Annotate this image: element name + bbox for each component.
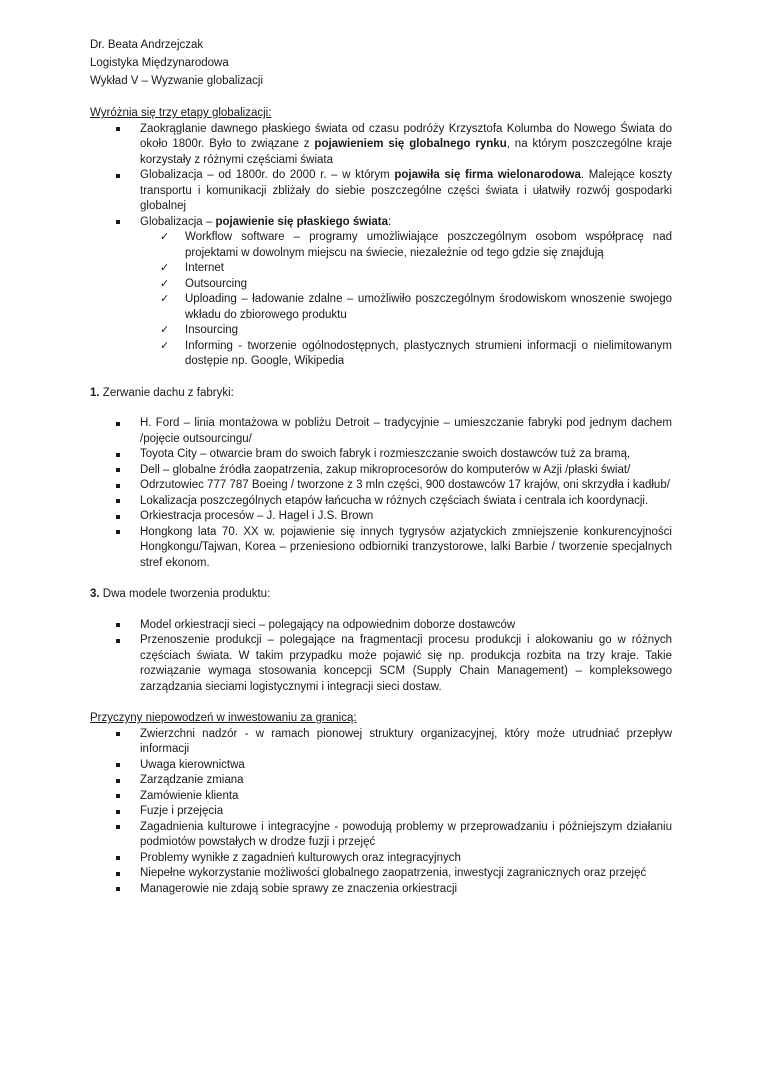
- text-run: Uwaga kierownictwa: [140, 758, 245, 771]
- text-run: Dwa modele tworzenia produktu:: [99, 588, 271, 600]
- text-run: pojawieniem się globalnego rynku: [314, 138, 507, 150]
- list-item-text: [140, 123, 672, 166]
- text-run: Globalizacja – od 1800r. do 2000 r. – w którym: [140, 169, 395, 181]
- list-item-text: [140, 728, 672, 756]
- section: [90, 587, 672, 695]
- list-item-text: [140, 867, 646, 879]
- square-bullet-icon: [116, 530, 120, 534]
- list-item-text: [140, 169, 672, 212]
- section-heading: [90, 711, 672, 727]
- square-bullet-icon: [116, 453, 120, 457]
- list-item: [90, 339, 672, 370]
- text-run: Model orkiestracji sieci – polegający na odpowiednim doborze dostawców: [140, 618, 516, 631]
- list-item: [90, 851, 672, 867]
- list-item-text: [140, 805, 223, 817]
- square-bullet-icon: [116, 623, 120, 627]
- text-run: H. Ford – linia montażowa w pobliżu Detroit – tradycyjnie – umieszczanie fabryki pod jednym dachem /pojęcie outsourcingu/: [140, 417, 672, 445]
- text-run: Dell – globalne źródła zaopatrzenia, zakup mikroprocesorów do komputerów w Azji /płaski świat/: [140, 463, 631, 476]
- square-bullet-icon: [116, 127, 120, 131]
- square-bullet-icon: [116, 763, 120, 767]
- list-item-text: [140, 883, 457, 895]
- list-item: [90, 525, 672, 572]
- section-heading: [90, 587, 672, 603]
- text-run: Lokalizacja poszczególnych etapów łańcucha w różnych częściach świata i centrala ich koordynacji.: [140, 494, 649, 507]
- list-item: [90, 215, 672, 231]
- text-run: Managerowie nie zdają sobie sprawy ze znaczenia orkiestracji: [140, 882, 458, 895]
- list-item-text: [185, 231, 672, 259]
- text-run: pojawienie się płaskiego świata: [215, 215, 389, 228]
- square-bullet-icon: [116, 794, 120, 798]
- text-run: Zwierzchni nadzór - w ramach pionowej struktury organizacyjnej, który może utrudniać przepływ informacji: [140, 727, 672, 755]
- text-run: Problemy wynikłe z zagadnień kulturowych oraz integracyjnych: [140, 851, 461, 864]
- text-run: 3.: [90, 588, 100, 600]
- list-item-text: [140, 448, 630, 460]
- document-body: [90, 106, 672, 897]
- list-item-text: [140, 852, 461, 864]
- list-item-text: [185, 324, 238, 336]
- list-item: [90, 758, 672, 774]
- square-bullet-icon: [116, 779, 120, 783]
- list-item: [90, 727, 672, 758]
- list-item: [90, 789, 672, 805]
- square-bullet-icon: [116, 639, 120, 643]
- list-item-text: [140, 479, 670, 491]
- text-run: Odrzutowiec 777 787 Boeing / tworzone z 3 mln części, 900 dostawców 17 krajów, oni skrzydła i kadłub/: [140, 479, 670, 491]
- check-icon: ✓: [160, 262, 170, 274]
- list-item: [90, 882, 672, 898]
- check-icon: ✓: [160, 231, 170, 243]
- check-icon: ✓: [160, 293, 170, 305]
- list-item-text: [140, 495, 648, 507]
- section-heading: [90, 386, 672, 402]
- text-run: Outsourcing: [185, 277, 248, 290]
- square-bullet-icon: [116, 499, 120, 503]
- section: [90, 711, 672, 897]
- square-bullet-icon: [116, 887, 120, 891]
- text-run: Insourcing: [185, 324, 239, 336]
- square-bullet-icon: [116, 856, 120, 860]
- text-run: Hongkong lata 70. XX w. pojawienie się innych tygrysów azjatyckich zmniejszenie konkurencyjności Hongkongu/Tajwan, Korea – przeniesiono odbiorniki tranzystorowe, lalki Barbie / tworzenie specjalnych stref ekonom.: [140, 525, 672, 569]
- text-run: Wyróżnia się trzy etapy globalizacji:: [90, 107, 272, 119]
- list-item-text: [185, 262, 224, 274]
- text-run: Przenoszenie produkcji – polegające na fragmentacji procesu produkcji i alokowaniu go w różnych częściach świata. W takim przypadku może pojawić się np. produkcja rozbita na trzy kraje. Takie rozwiązanie wymaga stosowania koncepcji SCM (Supply Chain Management) – kompleksowego zarządzania sieciami logistycznymi i integracji sieci dostaw.: [140, 634, 672, 693]
- list-item-text: [140, 759, 245, 771]
- text-run: Uploading – ładowanie zdalne – umożliwiło poszczególnym środowiskom wnoszenie swojego wkładu do zbiorowego produktu: [185, 293, 672, 321]
- square-bullet-icon: [116, 825, 120, 829]
- text-run: Zagadnienia kulturowe i integracyjne - powodują problemy w przeprowadzaniu i późniejszym działaniu podmiotów powstałych w drodze fuzji i przejęć: [140, 820, 672, 848]
- section: [90, 106, 672, 370]
- document-header: [90, 36, 672, 90]
- text-run: :: [388, 215, 392, 228]
- text-run: Toyota City – otwarcie bram do swoich fabryk i rozmieszczanie swoich dostawców tuż za bramą,: [140, 448, 631, 460]
- list-item-text: [140, 510, 373, 522]
- check-icon: ✓: [160, 339, 170, 352]
- list-item-text: [140, 526, 672, 569]
- section-heading: [90, 106, 672, 122]
- list-item-text: [140, 619, 515, 631]
- square-bullet-icon: [116, 515, 120, 519]
- list-item: [90, 292, 672, 323]
- text-run: Zamówienie klienta: [140, 789, 239, 802]
- square-bullet-icon: [116, 810, 120, 814]
- list-item-text: [140, 464, 630, 476]
- list-item: [90, 122, 672, 169]
- list-item: [90, 277, 672, 293]
- list-item: [90, 866, 672, 882]
- text-run: Niepełne wykorzystanie możliwości globalnego zaopatrzenia, inwestycji zagranicznych oraz przejęć: [140, 867, 647, 879]
- list-item: [90, 478, 672, 494]
- text-run: Zaokrąglanie dawnego płaskiego świata od czasu podróży Krzysztofa Kolumba do Nowego Świata do około 1800r. Było to związane z: [140, 122, 672, 150]
- list-item-text: [185, 278, 247, 290]
- list-item: [90, 633, 672, 695]
- text-run: Przyczyny niepowodzeń w inwestowaniu za granicą:: [90, 712, 357, 724]
- list-item: [90, 494, 672, 510]
- author-line: Dr. Beata Andrzejczak: [90, 39, 204, 51]
- list-item: [90, 618, 672, 634]
- list-item: [90, 416, 672, 447]
- square-bullet-icon: [116, 422, 120, 426]
- list-item: [90, 230, 672, 261]
- list-item-text: [185, 340, 672, 368]
- list-item: [90, 463, 672, 479]
- text-run: 1.: [90, 386, 100, 399]
- square-bullet-icon: [116, 484, 120, 488]
- square-bullet-icon: [116, 174, 120, 178]
- text-run: . Malejące koszty transportu i komunikacji zbliżały do siebie poszczególne części świata i ułatwiły rozwój gospodarki globalnej: [140, 169, 672, 212]
- square-bullet-icon: [116, 220, 120, 224]
- list-item: [90, 773, 672, 789]
- square-bullet-icon: [116, 732, 120, 736]
- course-line: Logistyka Międzynarodowa: [90, 57, 229, 69]
- list-item: [90, 261, 672, 277]
- text-run: pojawiła się firma wielonarodowa: [394, 169, 581, 181]
- list-item: [90, 820, 672, 851]
- list-item-text: [185, 293, 672, 321]
- list-item-text: [140, 821, 672, 849]
- list-item-text: [140, 417, 672, 445]
- text-run: , na którym poszczególne kraje korzystały z różnymi częściami świata: [140, 138, 672, 166]
- list-item: [90, 447, 672, 463]
- text-run: Fuzje i przejęcia: [140, 805, 224, 817]
- list-item-text: [140, 790, 238, 802]
- text-run: Orkiestracja procesów – J. Hagel i J.S. Brown: [140, 510, 374, 522]
- square-bullet-icon: [116, 468, 120, 472]
- text-run: Informing - tworzenie ogólnodostępnych, plastycznych strumieni informacji o nielimitowanym dostępie np. Google, Wikipedia: [185, 339, 672, 367]
- section: [90, 386, 672, 572]
- list-item: [90, 323, 672, 339]
- text-run: Workflow software – programy umożliwiające poszczególnym osobom współpracę nad projektami w dowolnym miejscu na świecie, niezależnie od tego gdzie się znajdują: [185, 231, 672, 259]
- list-item-text: [140, 774, 244, 786]
- text-run: Zerwanie dachu z fabryki:: [99, 386, 234, 399]
- list-item: [90, 509, 672, 525]
- list-item: [90, 804, 672, 820]
- list-item: [90, 168, 672, 215]
- check-icon: ✓: [160, 324, 170, 336]
- text-run: Internet: [185, 262, 224, 274]
- square-bullet-icon: [116, 872, 120, 876]
- text-run: Globalizacja –: [140, 215, 216, 228]
- list-item-text: [140, 634, 672, 693]
- list-item-text: [140, 216, 391, 228]
- text-run: Zarządzanie zmiana: [140, 774, 244, 786]
- lecture-title-line: Wykład V – Wyzwanie globalizacji: [90, 75, 263, 87]
- check-icon: ✓: [160, 277, 170, 290]
